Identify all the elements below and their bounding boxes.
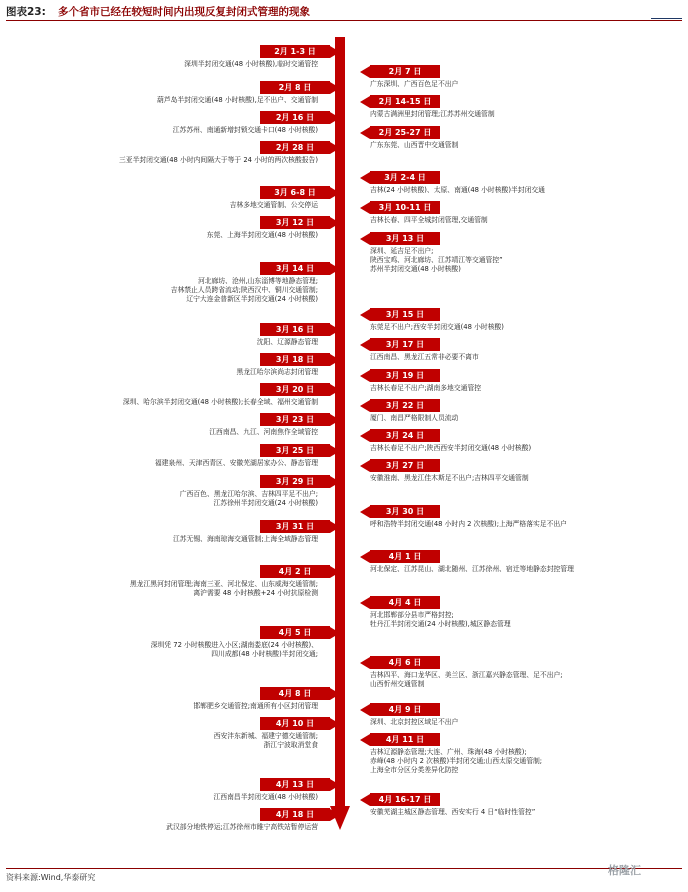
event-line: 赤峰(48 小时内 2 次核酸)半封闭交通;山西太原交通管制; — [370, 757, 543, 765]
event-line: 深圳、北京封控区域足不出户 — [370, 718, 459, 726]
left-connector-arrow — [330, 187, 340, 199]
right-event-text — [370, 808, 535, 817]
event-line: 深圳半封闭交通(48 小时核酸),临时交通管控 — [184, 60, 318, 68]
right-event-text — [370, 384, 481, 393]
left-event-text — [130, 580, 318, 598]
right-event-text — [370, 718, 458, 727]
left-date-box: 3月 6-8 日 — [260, 186, 330, 199]
right-date-box: 4月 4 日 — [370, 596, 440, 609]
right-date-box: 3月 2-4 日 — [370, 171, 440, 184]
left-connector-arrow — [330, 566, 340, 578]
right-event-text — [370, 565, 574, 574]
left-connector-arrow — [330, 809, 340, 821]
event-line: 呼和浩特半封闭交通(48 小时内 2 次核酸);上海严格落实足不出户 — [370, 520, 567, 528]
event-line: 江西南昌半封闭交通(48 小时核酸) — [213, 793, 318, 801]
left-event-text — [166, 823, 318, 832]
left-connector-arrow — [330, 263, 340, 275]
event-line: 吉林长春、四平全城封闭管理,交通管制 — [370, 216, 488, 224]
left-event-text — [157, 96, 318, 105]
left-date-box: 3月 14 日 — [260, 262, 330, 275]
event-line: 吉林多地交通管制、公交停运 — [229, 201, 318, 209]
right-date-box: 2月 7 日 — [370, 65, 440, 78]
right-connector-arrow — [360, 370, 370, 382]
event-line: 武汉部分地铁停运;江苏徐州市睢宁高铁站暂停运营 — [166, 823, 318, 831]
event-line: 上海全市分区分类差异化防控 — [370, 766, 459, 774]
event-line: 四川成都(48 小时核酸)半封闭交通; — [211, 650, 318, 658]
right-connector-arrow — [360, 734, 370, 746]
left-event-text — [119, 156, 318, 165]
left-connector-arrow — [330, 142, 340, 154]
right-date-box: 3月 19 日 — [370, 369, 440, 382]
right-event-text — [370, 611, 511, 629]
event-line: 河北保定、江苏昆山、湖北随州、江苏徐州、宿迁等地静态封控管理 — [370, 565, 574, 573]
left-connector-arrow — [330, 445, 340, 457]
event-line: 安徽芜湖主城区静态管理、西安实行 4 日“临时性管控” — [370, 808, 536, 816]
right-event-text — [370, 141, 458, 150]
right-date-box: 3月 13 日 — [370, 232, 440, 245]
right-date-box: 2月 14-15 日 — [370, 95, 440, 108]
left-date-box: 4月 13 日 — [260, 778, 330, 791]
right-date-box: 4月 11 日 — [370, 733, 440, 746]
right-connector-arrow — [360, 202, 370, 214]
left-connector-arrow — [330, 324, 340, 336]
right-connector-arrow — [360, 460, 370, 472]
event-line: 广东深圳、广西百色足不出户 — [370, 80, 459, 88]
right-connector-arrow — [360, 127, 370, 139]
right-date-box: 3月 10-11 日 — [370, 201, 440, 214]
event-line: 葫芦岛半封闭交通(48 小时核酸),足不出户、交通管制 — [156, 96, 318, 104]
event-line: 西安沣东新城、福建宁德交通管制; — [213, 732, 318, 740]
footer-divider — [6, 868, 682, 869]
right-event-text — [370, 247, 503, 274]
right-connector-arrow — [360, 66, 370, 78]
event-line: 吉林长春足不出户;湖南多地交通管控 — [370, 384, 482, 392]
event-line: 安徽淮南、黑龙江佳木斯足不出户;吉林四平交通管制 — [370, 474, 529, 482]
event-line: 陕西宝鸡、河北廊坊、江苏靖江等交通管控” — [370, 256, 503, 264]
left-connector-arrow — [330, 46, 340, 58]
right-date-box: 3月 17 日 — [370, 338, 440, 351]
right-connector-arrow — [360, 339, 370, 351]
event-line: 深圳、延吉足不出户; — [370, 247, 434, 255]
left-event-text — [173, 535, 318, 544]
event-line: 东莞、上海半封闭交通(48 小时核酸) — [206, 231, 318, 239]
figure-label: 图表23: — [6, 6, 46, 18]
event-line: 江苏徐州半封闭交通(24 小时核酸) — [213, 499, 318, 507]
left-date-box: 3月 20 日 — [260, 383, 330, 396]
left-connector-arrow — [330, 476, 340, 488]
left-connector-arrow — [330, 779, 340, 791]
left-date-box: 3月 29 日 — [260, 475, 330, 488]
right-event-text — [370, 80, 458, 89]
left-date-box: 4月 10 日 — [260, 717, 330, 730]
left-event-text — [171, 277, 318, 304]
right-connector-arrow — [360, 551, 370, 563]
event-line: 江西南昌、九江、河南焦作全域管控 — [209, 428, 318, 436]
event-line: 吉林长春足不出户;陕西西安半封闭交通(48 小时核酸) — [370, 444, 532, 452]
left-date-box: 3月 31 日 — [260, 520, 330, 533]
left-date-box: 4月 2 日 — [260, 565, 330, 578]
right-date-box: 4月 6 日 — [370, 656, 440, 669]
left-event-text — [173, 126, 318, 135]
left-date-box: 2月 8 日 — [260, 81, 330, 94]
left-date-box: 3月 12 日 — [260, 216, 330, 229]
event-line: 辽宁大连金普新区半封闭交通(24 小时核酸) — [186, 295, 318, 303]
left-event-text — [209, 428, 318, 437]
event-line: 吉林辽源静态管理;大连、广州、珠海(48 小时核酸); — [370, 748, 527, 756]
left-date-box: 3月 16 日 — [260, 323, 330, 336]
event-line: 吉林禁止人员跨省流动;陕西汉中、铜川交通管制; — [170, 286, 318, 294]
left-connector-arrow — [330, 82, 340, 94]
right-date-box: 3月 27 日 — [370, 459, 440, 472]
event-line: 黑龙江哈尔滨尚志封闭管理 — [236, 368, 318, 376]
right-event-text — [370, 671, 563, 689]
left-connector-arrow — [330, 414, 340, 426]
left-event-text — [184, 60, 318, 69]
event-line: 广东东莞、山西晋中交通管制 — [370, 141, 459, 149]
left-connector-arrow — [330, 112, 340, 124]
right-event-text — [370, 444, 531, 453]
right-connector-arrow — [360, 233, 370, 245]
event-line: 广西百色、黑龙江哈尔滨、吉林四平足不出户; — [179, 490, 318, 498]
left-date-box: 4月 5 日 — [260, 626, 330, 639]
header-accent-line — [651, 18, 682, 19]
right-connector-arrow — [360, 657, 370, 669]
right-connector-arrow — [360, 172, 370, 184]
event-line: 河北邯郸部分县市严格封控; — [370, 611, 454, 619]
right-connector-arrow — [360, 400, 370, 412]
right-date-box: 3月 22 日 — [370, 399, 440, 412]
event-line: 沈阳、辽源静态管理 — [256, 338, 318, 346]
right-event-text — [370, 216, 488, 225]
left-event-text — [207, 231, 318, 240]
event-line: 吉林(24 小时核酸)、太原、南通(48 小时核酸)半封闭交通 — [370, 186, 545, 194]
left-connector-arrow — [330, 217, 340, 229]
right-event-text — [370, 748, 542, 775]
event-line: 邯郸肥乡交通管控;南通所有小区封闭管理 — [193, 702, 318, 710]
event-line: 深圳凭 72 小时核酸进入小区;湖南娄底(24 小时核酸)、 — [150, 641, 318, 649]
left-date-box: 2月 16 日 — [260, 111, 330, 124]
right-connector-arrow — [360, 96, 370, 108]
right-event-text — [370, 110, 495, 119]
event-line: 吉林四平、海口龙华区、美兰区、浙江嘉兴静态管理、足不出户; — [370, 671, 563, 679]
left-event-text — [230, 201, 318, 210]
event-line: 内蒙古满洲里封闭管理;江苏苏州交通管制 — [370, 110, 495, 118]
right-connector-arrow — [360, 430, 370, 442]
left-event-text — [155, 459, 318, 468]
event-line: 江苏无锡、海南琼海交通管制;上海全域静态管理 — [172, 535, 318, 543]
right-connector-arrow — [360, 597, 370, 609]
event-line: 离沪需要 48 小时核酸+24 小时抗原检测 — [193, 589, 318, 597]
event-line: 深圳、哈尔滨半封闭交通(48 小时核酸);长春全域、福州交通管制 — [122, 398, 318, 406]
left-connector-arrow — [330, 521, 340, 533]
event-line: 黑龙江黑河封闭管理;海南三亚、河北保定、山东威海交通管制; — [129, 580, 318, 588]
right-connector-arrow — [360, 704, 370, 716]
right-event-text — [370, 414, 458, 423]
left-event-text — [236, 368, 318, 377]
figure-header — [6, 4, 682, 20]
left-event-text — [180, 490, 318, 508]
right-event-text — [370, 353, 479, 362]
event-line: 三亚半封闭交通(48 小时内间隔大于等于 24 小时的两次核酸报告) — [118, 156, 318, 164]
right-date-box: 4月 9 日 — [370, 703, 440, 716]
left-connector-arrow — [330, 718, 340, 730]
event-line: 江苏苏州、南通新增封锁交通卡口(48 小时核酸) — [172, 126, 318, 134]
right-date-box: 2月 25-27 日 — [370, 126, 440, 139]
right-date-box: 4月 16-17 日 — [370, 793, 440, 806]
right-date-box: 3月 30 日 — [370, 505, 440, 518]
event-line: 山西忻州交通管制 — [370, 680, 425, 688]
left-connector-arrow — [330, 354, 340, 366]
left-date-box: 4月 18 日 — [260, 808, 330, 821]
figure-title: 多个省市已经在较短时间内出现反复封闭式管理的现象 — [58, 6, 310, 18]
left-date-box: 2月 28 日 — [260, 141, 330, 154]
right-date-box: 4月 1 日 — [370, 550, 440, 563]
right-connector-arrow — [360, 794, 370, 806]
right-date-box: 3月 24 日 — [370, 429, 440, 442]
left-event-text — [214, 732, 318, 750]
event-line: 牡丹江半封闭交通(24 小时核酸),城区静态管理 — [370, 620, 511, 628]
event-line: 厦门、南昌严格限制人员流动 — [370, 414, 459, 422]
event-line: 浙江宁波取消堂食 — [263, 741, 318, 749]
event-line: 福建泉州、天津西青区、安徽芜湖居家办公、静态管理 — [154, 459, 318, 467]
right-event-text — [370, 323, 504, 332]
right-event-text — [370, 186, 545, 195]
source-note: 资料来源:Wind,华泰研究 — [6, 873, 96, 882]
left-date-box: 3月 25 日 — [260, 444, 330, 457]
left-connector-arrow — [330, 384, 340, 396]
right-event-text — [370, 474, 529, 483]
left-event-text — [193, 702, 318, 711]
left-event-text — [214, 793, 318, 802]
event-line: 河北廊坊、沧州,山东淄博等地静态管理; — [198, 277, 318, 285]
left-date-box: 4月 8 日 — [260, 687, 330, 700]
left-event-text — [257, 338, 318, 347]
right-connector-arrow — [360, 309, 370, 321]
left-event-text — [151, 641, 318, 659]
right-connector-arrow — [360, 506, 370, 518]
left-connector-arrow — [330, 688, 340, 700]
event-line: 苏州半封闭交通(48 小时核酸) — [370, 265, 461, 273]
header-divider — [6, 20, 682, 21]
right-date-box: 3月 15 日 — [370, 308, 440, 321]
event-line: 东莞足不出户;西安半封闭交通(48 小时核酸) — [370, 323, 504, 331]
right-event-text — [370, 520, 567, 529]
left-connector-arrow — [330, 627, 340, 639]
left-event-text — [123, 398, 318, 407]
left-date-box: 2月 1-3 日 — [260, 45, 330, 58]
left-date-box: 3月 23 日 — [260, 413, 330, 426]
event-line: 江西南昌、黑龙江五常非必要不离市 — [370, 353, 479, 361]
watermark-logo: 格隆汇 — [608, 864, 641, 877]
left-date-box: 3月 18 日 — [260, 353, 330, 366]
